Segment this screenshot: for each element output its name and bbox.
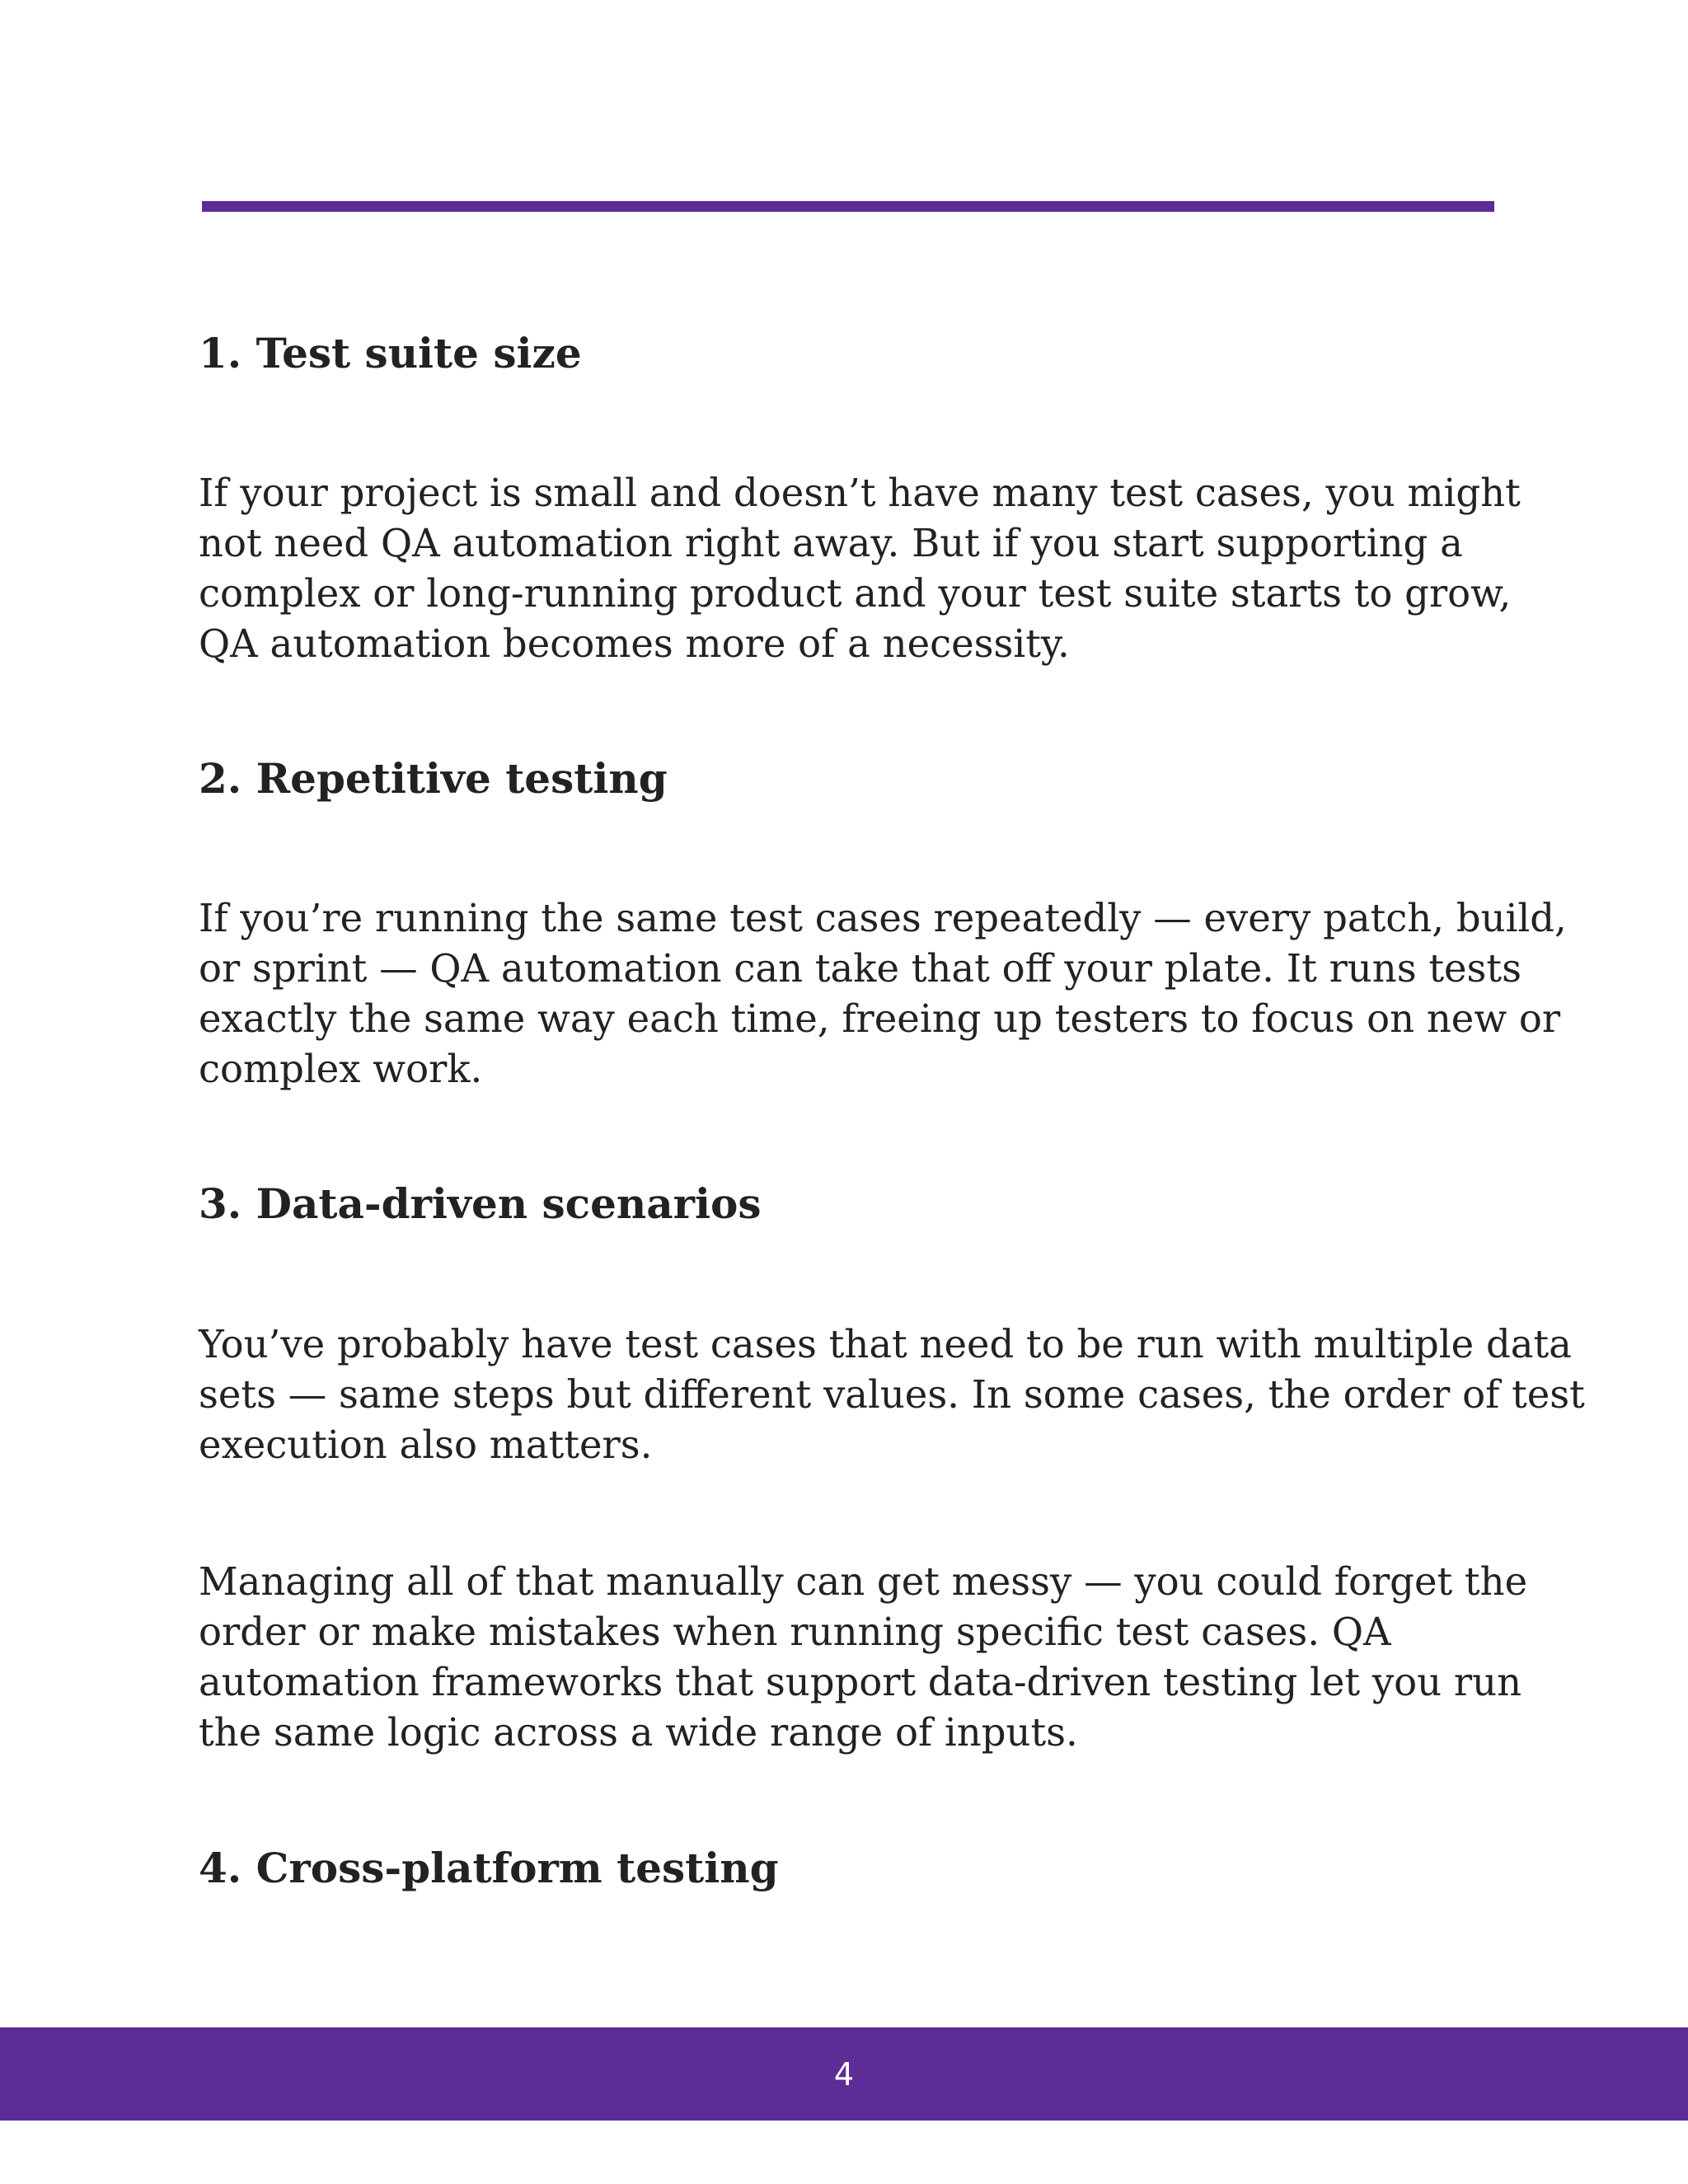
paragraph-line: If your project is small and doesn’t have many test cases, you might	[199, 471, 1521, 515]
paragraph-line: execution also matters.	[199, 1422, 653, 1467]
paragraph-line: complex work.	[199, 1047, 483, 1091]
footer-bar	[0, 2027, 1688, 2121]
paragraph-line: not need QA automation right away. But if you start supporting a	[199, 521, 1463, 565]
paragraph-line: or sprint — QA automation can take that off your plate. It runs tests	[199, 946, 1522, 991]
paragraph-line: the same logic across a wide range of inputs.	[199, 1710, 1078, 1755]
section-paragraph	[199, 1557, 1528, 1758]
section-heading-data-driven-scenarios: 3. Data-driven scenarios	[199, 1179, 762, 1228]
section-heading-test-suite-size: 1. Test suite size	[199, 329, 582, 377]
paragraph-line: QA automation becomes more of a necessity.	[199, 621, 1070, 666]
section-paragraph	[199, 1319, 1585, 1470]
page-number: 4	[833, 2056, 855, 2093]
paragraph-line: exactly the same way each time, freeing up testers to focus on new or	[199, 996, 1561, 1041]
paragraph-line: You’ve probably have test cases that need to be run with multiple data	[199, 1322, 1572, 1366]
paragraph-line: If you’re running the same test cases repeatedly — every patch, build,	[199, 896, 1567, 940]
section-heading-repetitive-testing: 2. Repetitive testing	[199, 754, 668, 803]
section-paragraph	[199, 468, 1521, 669]
paragraph-line: sets — same steps but different values. In some cases, the order of test	[199, 1372, 1585, 1417]
paragraph-line: Managing all of that manually can get messy — you could forget the	[199, 1559, 1528, 1604]
section-heading-cross-platform-testing: 4. Cross-platform testing	[199, 1844, 779, 1892]
paragraph-line: complex or long-running product and your test suite starts to grow,	[199, 571, 1512, 616]
section-paragraph	[199, 893, 1567, 1094]
top-accent-rule	[202, 201, 1494, 212]
paragraph-line: automation frameworks that support data-driven testing let you run	[199, 1660, 1522, 1704]
paragraph-line: order or make mistakes when running specific test cases. QA	[199, 1610, 1391, 1654]
